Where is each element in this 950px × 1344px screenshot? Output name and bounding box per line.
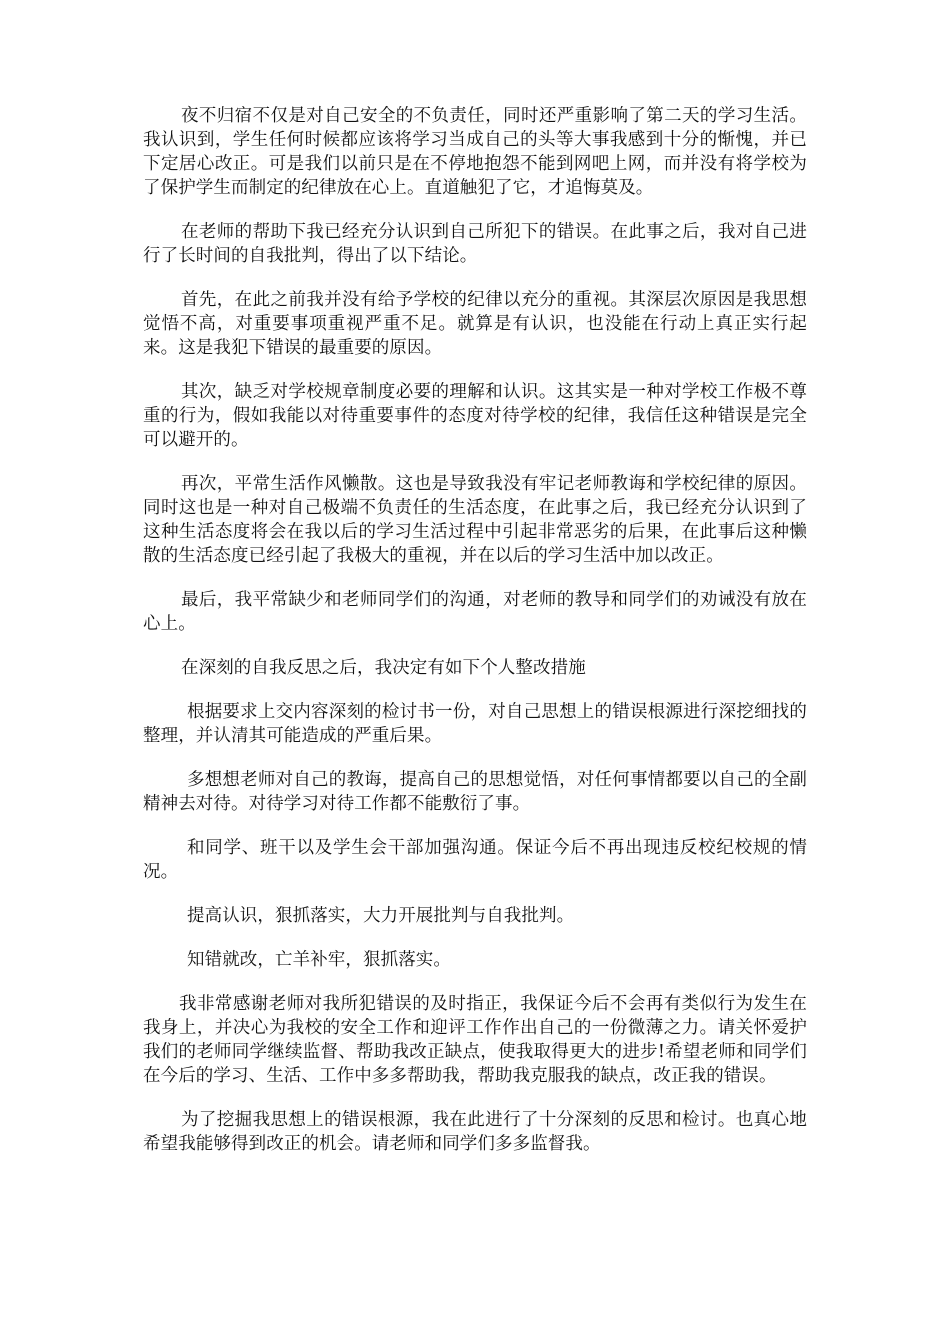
paragraph-intro: 夜不归宿不仅是对自己安全的不负责任，同时还严重影响了第二天的学习生活。我认识到，学生任何时候都应该将学习当成自己的头等大事我感到十分的惭愧，并已下定居心改正。可是我们以前只是在不停地抱怨不能到网吧上网，而并没有将学校为了保护学生而制定的纪律放在心上。直道触犯了它，才追悔莫及。 — [143, 106, 807, 198]
paragraph-last-reason: 最后，我平常缺少和老师同学们的沟通，对老师的教导和同学们的劝诫没有放在心上。 — [143, 590, 807, 634]
paragraph-first-reason: 首先，在此之前我并没有给予学校的纪律以充分的重视。其深层次原因是我思想觉悟不高，对重要事项重视严重不足。就算是有认识，也没能在行动上真正实行起来。这是我犯下错误的最重要的原因。 — [143, 290, 807, 358]
measure-item-1: 根据要求上交内容深刻的检讨书一份，对自己思想上的错误根源进行深挖细找的整理，并认清其可能造成的严重后果。 — [143, 702, 807, 746]
measure-item-5: 知错就改，亡羊补牢，狠抓落实。 — [187, 950, 451, 970]
paragraph-third-reason: 再次，平常生活作风懒散。这也是导致我没有牢记老师教诲和学校纪律的原因。同时这也是一种对自己极端不负责任的生活态度，在此事之后，我已经充分认识到了这种生活态度将会在我以后的学习生活过程中引起非常恶劣的后果，在此事后这种懒散的生活态度已经引起了我极大的重视，并在以后的学习生活中加以改正。 — [143, 474, 807, 566]
paragraph-measures-intro: 在深刻的自我反思之后，我决定有如下个人整改措施 — [181, 658, 586, 678]
paragraph-closing: 为了挖掘我思想上的错误根源，我在此进行了十分深刻的反思和检讨。也真心地希望我能够得到改正的机会。请老师和同学们多多监督我。 — [143, 1110, 807, 1154]
measure-item-3: 和同学、班干以及学生会干部加强沟通。保证今后不再出现违反校纪校规的情况。 — [143, 838, 807, 882]
document-page — [143, 104, 807, 1176]
paragraph-realization: 在老师的帮助下我已经充分认识到自己所犯下的错误。在此事之后，我对自己进行了长时间的自我批判，得出了以下结论。 — [143, 222, 807, 266]
paragraph-second-reason: 其次，缺乏对学校规章制度必要的理解和认识。这其实是一种对学校工作极不尊重的行为，假如我能以对待重要事件的态度对待学校的纪律，我信任这种错误是完全可以避开的。 — [143, 382, 807, 450]
measure-item-4: 提高认识，狠抓落实，大力开展批判与自我批判。 — [187, 906, 575, 926]
measure-item-2: 多想想老师对自己的教诲，提高自己的思想觉悟，对任何事情都要以自己的全副精神去对待。对待学习对待工作都不能敷衍了事。 — [143, 770, 807, 814]
paragraph-gratitude: 我非常感谢老师对我所犯错误的及时指正，我保证今后不会再有类似行为发生在我身上，并决心为我校的安全工作和迎评工作作出自己的一份微薄之力。请关怀爱护我们的老师同学继续监督、帮助我改正缺点，使我取得更大的进步!希望老师和同学们在今后的学习、生活、工作中多多帮助我，帮助我克服我的缺点，改正我的错误。 — [143, 994, 807, 1086]
